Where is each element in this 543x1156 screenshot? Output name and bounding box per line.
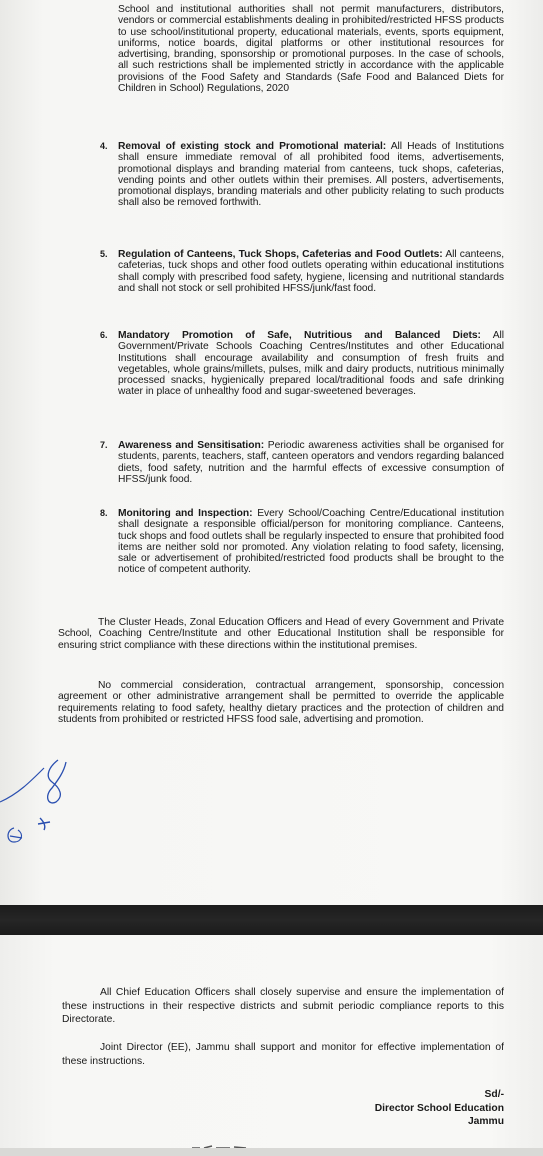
item-number: 7. — [100, 440, 108, 450]
item-text: All canteens, cafeterias, tuck shops and other food outlets operating within educational institutions shall comply with prescribed food safety, hygiene, licensing and nutritional standards and shall not stock or sell prohibited HFSS/junk/fast food. — [118, 249, 505, 294]
cluster-heads-text: The Cluster Heads, Zonal Education Officers and Head of every Government and Private School, Coaching Centre/Institute and other Educational Institution shall be responsible for ensuring strict compliance with these directions within the institutional premises. — [58, 617, 504, 651]
chief-education-officers-paragraph — [62, 986, 504, 1027]
item-number: 8. — [100, 508, 108, 518]
item-heading: Awareness and Sensitisation: — [118, 440, 265, 451]
item-text: Periodic awareness activities shall be organised for students, parents, teachers, staff, canteen operators and vendors regarding balanced diets, food safety, nutrition and the harmful effects of excessive consumption of HFSS/junk food. — [118, 440, 504, 485]
page-gap-band — [0, 905, 543, 935]
signature-sd: Sd/- — [484, 1089, 504, 1100]
item-number: 5. — [100, 249, 108, 259]
list-item-8 — [100, 508, 504, 576]
commercial-consideration-paragraph — [58, 680, 504, 725]
item-text: Every School/Coaching Centre/Educational institution shall designate a responsible official/person for monitoring compliance. Canteens, tuck shops and food outlets shall be regularly inspected to ensure that prohibited food items are neither sold nor promoted. Any violation relating to food safety, licensing, sale or advertisement of prohibited/restricted food products shall be brought to the notice of competent authority. — [118, 508, 505, 576]
list-item-6 — [100, 330, 504, 398]
item-text: All Government/Private Schools Coaching Centres/Institutes and other Educational Institutions shall encourage availability and consumption of fresh fruits and vegetables, whole grains/millets, pulses, milk and dairy products, nutritious minimally processed snacks, hygienically prepared local/traditional foods and safe drinking water in place of unhealthy food and sugar-sweetened beverages. — [118, 330, 505, 398]
signature-title: Director School Education — [374, 1102, 504, 1114]
item-heading: Regulation of Canteens, Tuck Shops, Cafeterias and Food Outlets: — [118, 249, 443, 260]
signature-block — [375, 1088, 504, 1129]
cluster-heads-paragraph — [58, 617, 504, 651]
list-item-7 — [100, 440, 504, 485]
handwritten-initials-icon — [0, 730, 110, 860]
list-item-4 — [100, 141, 504, 209]
item-heading: Monitoring and Inspection: — [118, 508, 253, 519]
signature-place: Jammu — [467, 1116, 504, 1127]
joint-director-text: Joint Director (EE), Jammu shall support and monitor for effective implementation of these instructions. — [62, 1042, 504, 1067]
item-number: 6. — [100, 330, 108, 340]
page-bottom-edge — [0, 1148, 543, 1156]
item-text: All Heads of Institutions shall ensure immediate removal of all prohibited food items, advertisements, promotional displays and branding material from canteens, tuck shops, cafeterias, vending points and other outlets within their premises. All posters, advertisements, promotional displays, branding materials and other publicity relating to such products shall also be removed forthwith. — [118, 141, 504, 209]
intro-paragraph: School and institutional authorities shall not permit manufacturers, distributors, vendors or commercial establishments dealing in prohibited/restricted HFSS products to use school/institutional property, educational materials, events, sports equipment, uniforms, notice boards, digital platforms or other institutional resources for advertising, branding, sponsorship or promotional purposes. In the case of schools, all such restrictions shall be implemented strictly in accordance with the applicable provisions of the Food Safety and Standards (Safe Food and Balanced Diets for Children in School) Regulations, 2020 — [118, 4, 504, 95]
commercial-consideration-text: No commercial consideration, contractual arrangement, sponsorship, concession agreement or other administrative arrangement shall be permitted to override the applicable requirements relating to food safety, healthy dietary practices and the protection of children and students from prohibited or restricted HFSS food sale, advertising and promotion. — [58, 680, 504, 725]
chief-education-officers-text: All Chief Education Officers shall closely supervise and ensure the implementation of these instructions in their respective districts and submit periodic compliance reports to this Directorate. — [62, 987, 504, 1025]
item-heading: Mandatory Promotion of Safe, Nutritious and Balanced Diets: — [118, 330, 481, 341]
item-number: 4. — [100, 141, 108, 151]
item-heading: Removal of existing stock and Promotional material: — [118, 141, 387, 152]
list-item-5 — [100, 249, 504, 294]
joint-director-paragraph — [62, 1041, 504, 1068]
